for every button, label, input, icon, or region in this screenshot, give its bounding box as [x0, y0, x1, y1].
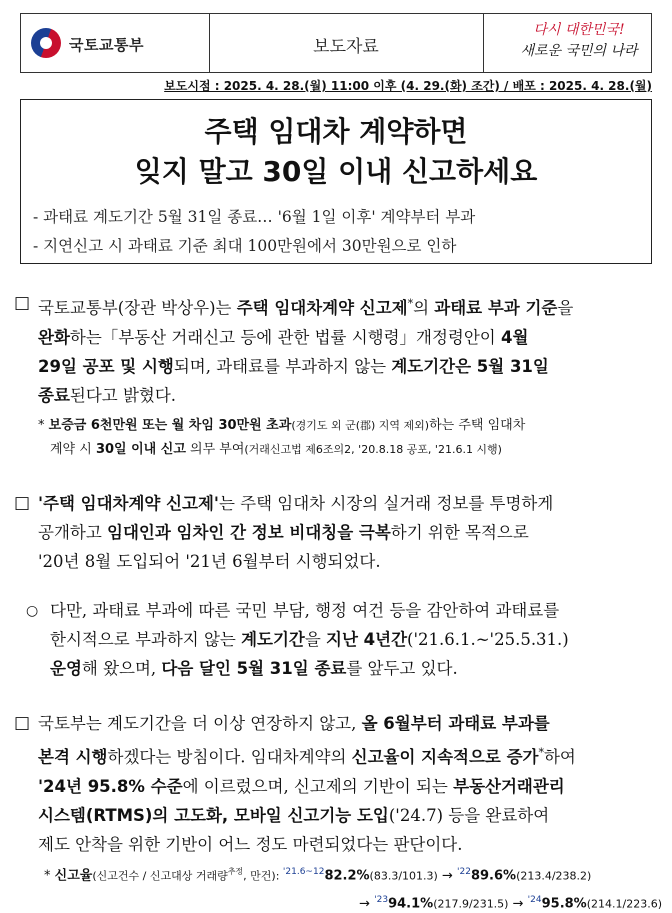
text: '20년 8월 도입되어 '21년 6월부터 시행되었다.: [38, 552, 381, 571]
superscript-period: '21.6~12: [282, 867, 325, 877]
text-bold: 29일 공포 및 시행: [38, 356, 174, 376]
subheadline-1: - 과태료 계도기간 5월 31일 종료… '6월 1일 이후' 계약부터 부과: [33, 208, 476, 226]
text: ('24.7) 등을 완료하여: [388, 805, 550, 825]
headline-line-2: 잊지 말고 30일 이내 신고하세요: [134, 155, 538, 188]
slogan-line-2: 새로운 국민의 나라: [520, 43, 638, 59]
text: 계약 시: [50, 442, 96, 457]
headline-line-1: 주택 임대차 계약하면: [204, 115, 468, 148]
header-box: [20, 13, 652, 73]
text: 공개하고: [38, 523, 108, 542]
text-bold: 계도기간: [241, 630, 305, 649]
text-bold: '주택 임대차계약 신고제': [38, 494, 219, 513]
rate-detail: (213.4/238.2): [516, 869, 592, 883]
taegeuk-logo-icon: [31, 28, 61, 58]
square-bullet-icon: □: [14, 713, 31, 733]
text: 하는「부동산 거래신고 등에 관한 법률 시행령」개정령안이: [69, 327, 501, 347]
text: 하는 주택 임대차: [429, 418, 526, 433]
text-bold: 보증금 6천만원 또는 월 차임 30만원 초과: [48, 418, 292, 433]
footnote-star: *: [38, 418, 45, 433]
superscript-period: '23: [374, 895, 389, 906]
footnote-2: [44, 860, 662, 913]
text: 해 왔으며,: [81, 659, 162, 678]
subheadline-2: - 지연신고 시 과태료 기준 최대 100만원에서 30만원으로 인하: [33, 237, 457, 255]
text-small: , 만건):: [243, 869, 283, 883]
text: 되며, 과태료를 부과하지 않는: [173, 356, 392, 376]
superscript-period: '22: [457, 867, 471, 877]
title-box: [20, 99, 652, 264]
rate-detail: (214.1/223.6): [586, 897, 662, 911]
text-bold: 계도기간은 5월 31일: [391, 356, 549, 376]
text-bold: 올 6월부터 과태료 부과를: [361, 714, 550, 733]
release-info: 보도시점 : 2025. 4. 28.(월) 11:00 이후 (4. 29.(화) 조간) / 배포 : 2025. 4. 28.(월): [164, 79, 652, 93]
text-small: (신고건수 / 신고대상 거래량: [92, 869, 228, 883]
headline: [21, 112, 651, 192]
footnote-star: *: [44, 868, 51, 884]
square-bullet-icon: □: [14, 493, 31, 513]
rate-detail: (83.3/101.3): [369, 869, 438, 883]
text-bold: 30일 이내 신고: [95, 442, 186, 457]
text: 제도 안착을 위한 기반이 어느 정도 마련되었다는 판단이다.: [38, 834, 463, 854]
text-bold: 종료: [38, 385, 70, 405]
arrow-icon: →: [441, 868, 453, 884]
text: 를 앞두고 있다.: [346, 659, 458, 678]
text: ('21.6.1.~'25.5.31.): [407, 630, 569, 649]
text: 의무 부여: [185, 442, 245, 457]
text: 하여: [543, 747, 576, 767]
text-bold: 4월: [500, 327, 529, 347]
text-bold: 신고율이 지속적으로 증가: [351, 747, 539, 767]
text: 을: [557, 298, 574, 318]
text-small: (거래신고법 제6조의2, '20.8.18 공포, '21.6.1 시행): [244, 443, 502, 456]
text: 국토부는 계도기간을 더 이상 연장하지 않고,: [38, 714, 362, 733]
footnote-1: [38, 414, 662, 462]
text-bold: 다음 달인 5월 31일 종료: [161, 659, 347, 678]
text: 국토교통부(장관 박상우)는: [38, 298, 237, 318]
text: 다만, 과태료 부과에 따른 국민 부담, 행정 여건 등을 감안하여 과태료를: [50, 601, 560, 620]
text-bold: 임대인과 임차인 간 정보 비대칭을 극복: [107, 523, 391, 542]
text-bold: 본격 시행: [38, 747, 108, 767]
text-bold: 완화: [38, 327, 70, 347]
paragraph-3: [50, 596, 662, 683]
text-bold: 과태료 부과 기준: [434, 298, 558, 318]
rate-value: 89.6%: [470, 868, 517, 884]
arrow-icon: →: [512, 896, 524, 912]
superscript-period: '24: [527, 895, 542, 906]
text-bold: 운영: [50, 659, 82, 678]
square-bullet-icon: □: [14, 293, 31, 313]
text-bold: 주택 임대차계약 신고제: [236, 298, 408, 318]
text: 한시적으로 부과하지 않는: [50, 630, 242, 649]
paragraph-4: [38, 709, 662, 859]
rate-value: 94.1%: [388, 896, 434, 912]
text: 하기 위한 목적으로: [390, 523, 529, 542]
text-bold: 부동산거래관리: [453, 776, 565, 796]
text-bold: 신고율: [54, 868, 93, 884]
footnote-mark: *: [407, 297, 414, 310]
text-bold: 지난 4년간: [326, 630, 408, 649]
text-bold: 시스템(RTMS)의 고도화, 모바일 신고기능 도입: [38, 805, 389, 825]
text-small: (경기도 외 군(郡) 지역 제외): [291, 419, 430, 432]
paragraph-2: [38, 489, 662, 576]
arrow-icon: →: [359, 896, 371, 912]
slogan-line-1: 다시 대한민국!: [533, 22, 625, 38]
text: 하겠다는 방침이다. 임대차계약의: [107, 747, 352, 767]
rate-value: 82.2%: [324, 868, 370, 884]
superscript: 추정: [227, 867, 244, 876]
text: 된다고 밝혔다.: [69, 385, 177, 405]
text: 을: [304, 630, 327, 649]
circle-bullet-icon: ○: [26, 603, 39, 619]
text-bold: '24년 95.8% 수준: [38, 776, 183, 796]
rate-detail: (217.9/231.5): [433, 897, 509, 911]
rate-value: 95.8%: [541, 896, 587, 912]
footnote-mark: *: [538, 746, 544, 759]
ministry-name: 국토교통부: [69, 36, 144, 54]
paragraph-1: [38, 289, 662, 410]
text: 의: [413, 298, 435, 318]
text: 에 이르렀으며, 신고제의 기반이 되는: [182, 776, 454, 796]
header-divider: [483, 14, 484, 72]
document-type: 보도자료: [313, 37, 379, 57]
slogan: [491, 20, 667, 62]
text: 는 주택 임대차 시장의 실거래 정보를 투명하게: [218, 494, 554, 513]
